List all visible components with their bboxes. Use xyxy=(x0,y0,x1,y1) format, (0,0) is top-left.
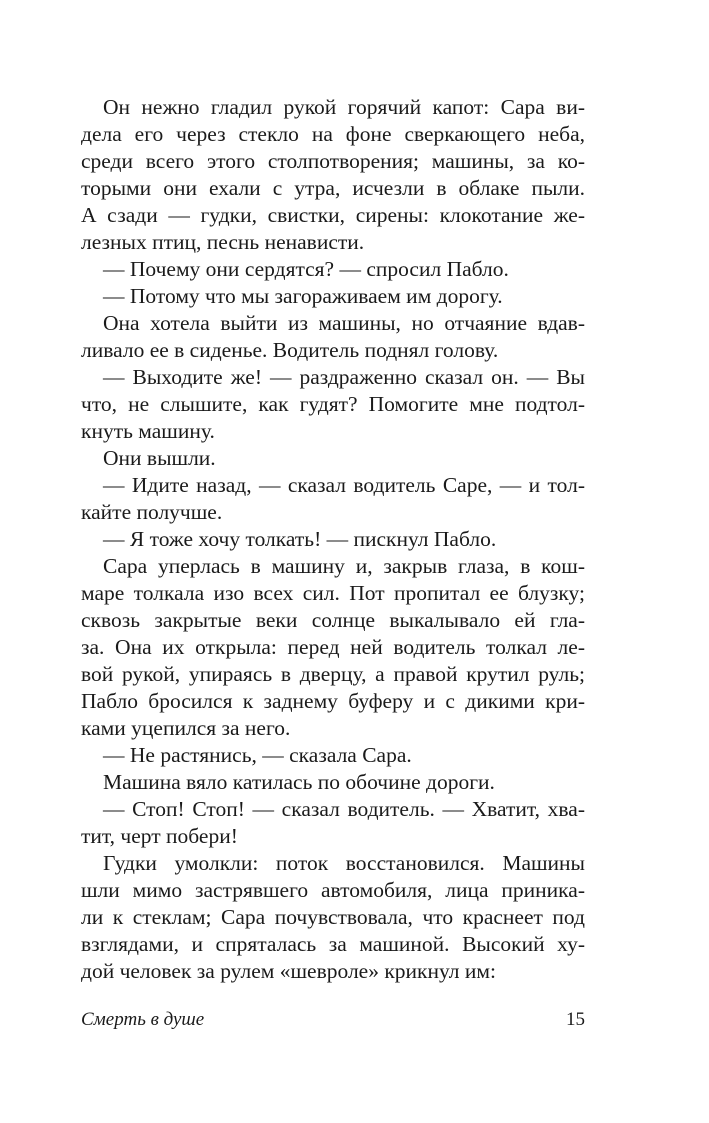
text-line: дой человек за рулем «шевроле» крикнул им: xyxy=(81,959,496,983)
text-line: дела его через стекло на фоне сверкающего неба, xyxy=(81,122,585,146)
text-line: лезных птиц, песнь ненависти. xyxy=(81,230,365,254)
body-text xyxy=(81,94,585,985)
text-line: — Почему они сердятся? — спросил Пабло. xyxy=(103,257,509,281)
text-line: — Потому что мы загораживаем им дорогу. xyxy=(103,284,503,308)
text-line: ливало ее в сиденье. Водитель поднял голову. xyxy=(81,338,499,362)
text-line: — Я тоже хочу толкать! — пискнул Пабло. xyxy=(103,527,497,551)
text-line: Машина вяло катилась по обочине дороги. xyxy=(103,770,495,794)
text-line: — Не растянись, — сказала Сара. xyxy=(103,743,412,767)
text-line: вой рукой, упираясь в дверцу, а правой крутил руль; xyxy=(81,662,585,686)
text-line: Он нежно гладил рукой горячий капот: Сара ви- xyxy=(103,95,585,119)
text-line: — Выходите же! — раздраженно сказал он. — Вы xyxy=(103,365,585,389)
text-line: за. Она их открыла: перед ней водитель толкал ле- xyxy=(81,635,585,659)
text-line: кайте получше. xyxy=(81,500,223,524)
text-line: шли мимо застрявшего автомобиля, лица приника- xyxy=(81,878,585,902)
text-line: среди всего этого столпотворения; машины, за ко- xyxy=(81,149,585,173)
text-line: — Стоп! Стоп! — сказал водитель. — Хватит, хва- xyxy=(103,797,585,821)
text-line: — Идите назад, — сказал водитель Саре, — и тол- xyxy=(103,473,585,497)
text-line: Они вышли. xyxy=(103,446,216,470)
text-line: кнуть машину. xyxy=(81,419,215,443)
text-line: маре толкала изо всех сил. Пот пропитал ее блузку; xyxy=(81,581,585,605)
text-line: Сара уперлась в машину и, закрыв глаза, в кош- xyxy=(103,554,585,578)
text-line: А сзади — гудки, свистки, сирены: клокотание же- xyxy=(81,203,585,227)
running-title: Смерть в душе xyxy=(81,1009,205,1030)
text-line: Она хотела выйти из машины, но отчаяние вдав- xyxy=(103,311,585,335)
text-line: ками уцепился за него. xyxy=(81,716,291,740)
text-line: Пабло бросился к заднему буферу и с дикими кри- xyxy=(81,689,585,713)
page-footer xyxy=(81,1009,585,1037)
text-line: Гудки умолкли: поток восстановился. Машины xyxy=(103,851,585,875)
page-number: 15 xyxy=(566,1009,585,1030)
text-line: сквозь закрытые веки солнце выкалывало ей гла- xyxy=(81,608,585,632)
text-line: ли к стеклам; Сара почувствовала, что краснеет под xyxy=(81,905,585,929)
text-line: что, не слышите, как гудят? Помогите мне подтол- xyxy=(81,392,585,416)
text-line: торыми они ехали с утра, исчезли в облаке пыли. xyxy=(81,176,585,200)
text-line: взглядами, и спряталась за машиной. Высокий ху- xyxy=(81,932,585,956)
text-line: тит, черт побери! xyxy=(81,824,238,848)
